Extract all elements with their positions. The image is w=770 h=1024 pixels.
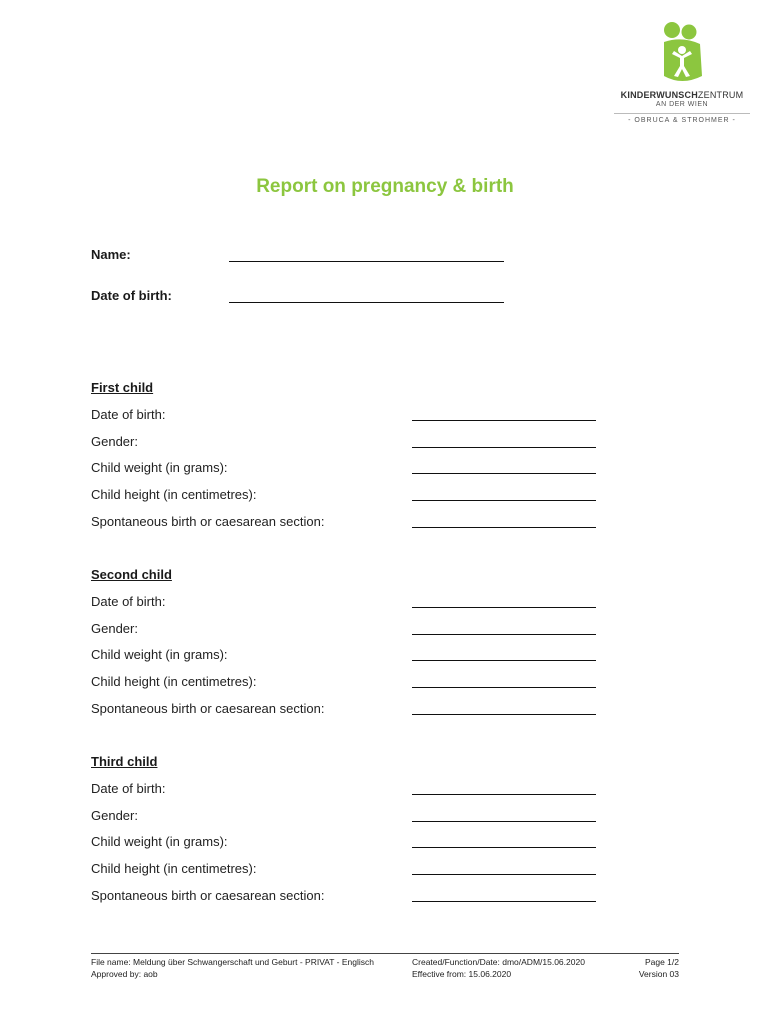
clinic-logo <box>612 20 752 132</box>
section-title: Third child <box>91 754 158 769</box>
field-label: Child weight (in grams): <box>91 647 228 663</box>
field-input-line[interactable] <box>412 874 596 875</box>
field-input-line[interactable] <box>412 901 596 902</box>
field-label: Gender: <box>91 620 138 636</box>
family-logo-icon <box>660 20 704 86</box>
field-input-line[interactable] <box>412 473 596 474</box>
field-label: Gender: <box>91 433 138 449</box>
field-input-line[interactable] <box>412 794 596 795</box>
footer-file-name: File name: Meldung über Schwangerschaft und Geburt - PRIVAT - Englisch <box>91 957 374 967</box>
field-label: Spontaneous birth or caesarean section: <box>91 887 325 903</box>
field-input-line[interactable] <box>412 527 596 528</box>
field-label: Date of birth: <box>91 594 166 609</box>
field-label: Child weight (in grams): <box>91 834 228 850</box>
field-input-line[interactable] <box>412 607 596 608</box>
field-label: Child height (in centimetres): <box>91 861 257 877</box>
footer-approved-by: Approved by: aob <box>91 969 158 979</box>
clinic-tagline: - OBRUCA & STROHMER - <box>628 117 736 124</box>
field-label: Gender: <box>91 807 138 823</box>
field-label: Child height (in centimetres): <box>91 674 257 690</box>
dob-field[interactable] <box>229 302 504 303</box>
footer-page: Page 1/2 <box>644 957 679 967</box>
footer-version: Version 03 <box>638 969 679 979</box>
field-input-line[interactable] <box>412 821 596 822</box>
field-input-line[interactable] <box>412 447 596 448</box>
field-input-line[interactable] <box>412 714 596 715</box>
field-label: Spontaneous birth or caesarean section: <box>91 513 325 529</box>
field-input-line[interactable] <box>412 420 596 421</box>
footer-divider <box>91 953 679 954</box>
field-label: Date of birth: <box>91 407 166 422</box>
field-label: Date of birth: <box>91 781 166 796</box>
field-input-line[interactable] <box>412 660 596 661</box>
field-label: Child weight (in grams): <box>91 460 228 476</box>
field-input-line[interactable] <box>412 847 596 848</box>
field-label: Child height (in centimetres): <box>91 487 257 503</box>
section-title: First child <box>91 380 154 395</box>
field-input-line[interactable] <box>412 500 596 501</box>
footer-created: Created/Function/Date: dmo/ADM/15.06.2020 <box>412 957 585 967</box>
dob-label: Date of birth: <box>91 288 172 303</box>
name-label: Name: <box>91 247 131 262</box>
name-field[interactable] <box>229 261 504 262</box>
clinic-brand-sub: AN DER WIEN <box>655 101 709 108</box>
logo-divider <box>614 113 750 114</box>
field-input-line[interactable] <box>412 687 596 688</box>
field-input-line[interactable] <box>412 634 596 635</box>
page-title: Report on pregnancy & birth <box>256 176 514 197</box>
footer-effective: Effective from: 15.06.2020 <box>412 969 512 979</box>
field-label: Spontaneous birth or caesarean section: <box>91 700 325 716</box>
section-title: Second child <box>91 567 172 582</box>
clinic-brand-name: KINDERWUNSCHZENTRUM <box>620 90 744 100</box>
